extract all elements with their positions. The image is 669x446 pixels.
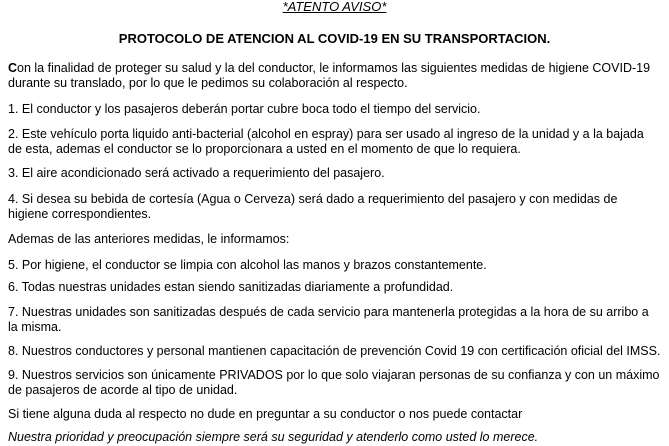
list-item-8 — [8, 344, 663, 359]
intro-line-1: on la finalidad de proteger su salud y la del conductor, le informamos las siguientes medidas de higiene COVID-19 — [17, 61, 651, 75]
intro-paragraph — [8, 61, 663, 91]
list-item-5 — [8, 258, 663, 273]
list-item-9-line-1: 9. Nuestros servicios son únicamente PRIVADOS por lo que solo viajaran personas de su confianza y con un máximo — [8, 368, 660, 382]
closing-paragraph — [8, 430, 663, 445]
list-item-1 — [8, 102, 663, 117]
list-item-4-line-1: 4. Si desea su bebida de cortesía (Agua o Cerveza) será dado a requerimiento del pasajero y con medidas de — [8, 192, 618, 206]
contact-paragraph — [8, 407, 663, 422]
list-item-3 — [8, 166, 663, 181]
intro-initial: C — [8, 61, 18, 75]
list-item-8-line-1: 8. Nuestros conductores y personal mantienen capacitación de prevención Covid 19 con certificación oficial del IMSS. — [8, 344, 661, 358]
intro-line-2: durante su translado, por lo que le pedimos su colaboración al respecto. — [8, 76, 408, 90]
list-item-2-line-2: de esta, ademas el conductor se lo proporcionara a usted en el momento de que lo requiera. — [8, 142, 521, 156]
list-item-4-line-2: higiene correspondientes. — [8, 207, 152, 221]
list-item-7-line-1: 7. Nuestras unidades son sanitizadas después de cada servicio para mantenerla protegidas a la hora de su arribo a — [8, 305, 649, 319]
middle-text: Ademas de las anteriores medidas, le informamos: — [8, 232, 290, 246]
list-item-9 — [8, 368, 663, 398]
list-item-4 — [8, 192, 663, 222]
list-item-3-line-1: 3. El aire acondicionado será activado a requerimiento del pasajero. — [8, 166, 385, 180]
list-item-7-line-2: la misma. — [8, 320, 62, 334]
list-item-9-line-2: de pasajeros de acorde al tipo de unidad. — [8, 383, 238, 397]
list-item-1-line-1: 1. El conductor y los pasajeros deberán portar cubre boca todo el tiempo del servicio. — [8, 102, 481, 116]
notice-heading: *ATENTO AVISO* — [282, 0, 387, 14]
contact-text: Si tiene alguna duda al respecto no dude en preguntar a su conductor o nos puede contactar — [8, 407, 523, 421]
list-item-2-line-1: 2. Este vehículo porta liquido anti-bacterial (alcohol en espray) para ser usado al ingreso de la unidad y a la bajada — [8, 127, 644, 141]
list-item-2 — [8, 127, 663, 157]
middle-paragraph — [8, 232, 663, 247]
document-title: PROTOCOLO DE ATENCION AL COVID-19 EN SU TRANSPORTACION. — [118, 31, 551, 46]
list-item-7 — [8, 305, 663, 335]
closing-text: Nuestra prioridad y preocupación siempre será su seguridad y atenderlo como usted lo merece. — [8, 430, 539, 444]
list-item-5-line-1: 5. Por higiene, el conductor se limpia con alcohol las manos y brazos constantemente. — [8, 258, 487, 272]
list-item-6 — [8, 280, 663, 295]
list-item-6-line-1: 6. Todas nuestras unidades estan siendo sanitizadas diariamente a profundidad. — [8, 280, 454, 294]
